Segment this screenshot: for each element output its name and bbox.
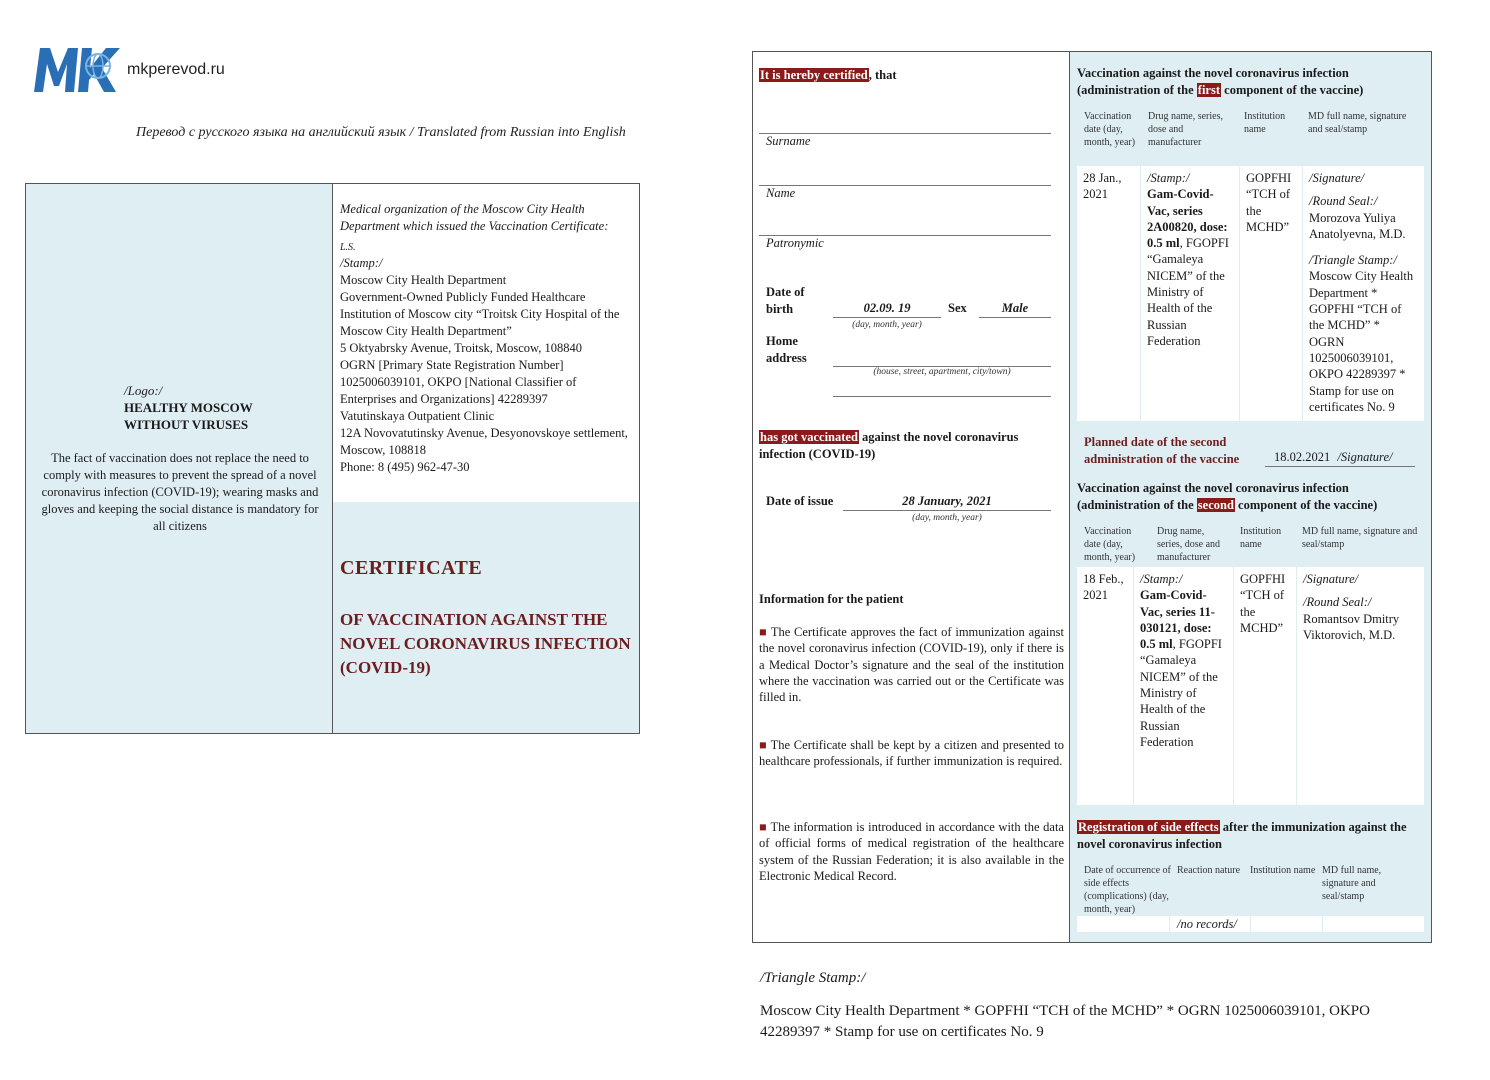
col-md: MD full name, signature and seal/stamp [1308,111,1407,135]
patronymic-label: Patronymic [766,236,824,250]
issue-date-label: Date of issue [766,494,834,508]
dob-line [833,317,941,318]
home-address-label: Home address [766,334,807,365]
sex-line [979,317,1051,318]
issuer-line: 5 Oktyabrsky Avenue, Troitsk, Moscow, 108840 [340,341,583,355]
issuer-line: Moscow City Health Department [340,273,507,287]
certified-heading: It is hereby certified, that [760,68,897,82]
bullet-icon: ■ [759,625,768,639]
issue-date-value: 28 January, 2021 [902,494,992,508]
col-drug-name: Drug name, series, dose and manufacturer [1157,526,1221,563]
second-dose-md: /Signature/ /Round Seal:/ Romantsov Dmitry Viktorovich, M.D. [1297,567,1424,805]
bullet-icon: ■ [759,820,768,834]
sex-value: Male [1001,301,1029,315]
col-institution: Institution name [1240,526,1282,550]
certificate-inner-spread [752,51,1432,943]
issuer-line: Phone: 8 (495) 962-47-30 [340,460,470,474]
first-dose-date: 28 Jan., 2021 [1077,166,1140,421]
logo-label: /Logo:/ [124,383,163,398]
second-dose-drug: /Stamp:/ Gam-Covid-Vac, series 11-030121, dose: 0.5 ml, FGOPFI “Gamaleya NICEM” of the Ministry of Health of the Russian Federation [1134,567,1233,805]
side-effects-heading: Registration of side effects after the immunization against the novel coronavirus infection [1077,820,1407,851]
patient-info-bullet: ■ The Certificate approves the fact of immunization against the novel coronavirus infection (COVID-19), only if there is a Medical Doctor’s signature and the seal of the institution where the vaccination was carried out or the Certificate was filled in. [759,625,1064,705]
no-records-cell: /no records/ [1170,916,1250,932]
address-line-2 [833,396,1051,397]
side-effect-cell [1323,916,1424,932]
second-dose-institution: GOPFHI “TCH of the MCHD” [1234,567,1296,805]
issuer-heading: Medical organization of the Moscow City Health Department which issued the Vaccination Certificate: [340,202,609,233]
vaccinated-highlight: has got vaccinated [760,430,858,444]
logo-line-1: HEALTHY MOSCOW [124,400,253,415]
cover-logo-block [124,382,253,433]
first-dose-drug: /Stamp:/ Gam-Covid-Vac, series 2A00820, dose: 0.5 ml, FGOPFI “Gamaleya NICEM” of the Ministry of Health of the Russian Federation [1141,166,1239,421]
side-effect-cell [1077,916,1169,932]
issuer-and-title-panel [333,184,639,733]
name-label: Name [766,186,796,200]
col-md: MD full name, signature and seal/stamp [1322,865,1382,902]
company-logo [32,40,232,100]
cover-panel [26,184,333,733]
personal-data-page [753,52,1070,942]
col-md: MD full name, signature and seal/stamp [1302,526,1418,550]
col-reaction-nature: Reaction nature [1177,865,1241,876]
issue-date-line [843,510,1051,511]
col-drug-name: Drug name, series, dose and manufacturer [1148,111,1223,148]
col-institution: Institution name [1244,111,1286,135]
issuer-line: OGRN [Primary State Registration Number] 1025006039101, OKPO [National Classifier of Enterprises and Organizations] 42289397 [340,358,577,406]
certificate-cover-spread [25,183,640,734]
col-vaccination-date: Vaccination date (day, month, year) [1084,111,1136,148]
issuer-line: Government-Owned Publicly Funded Healthcare Institution of Moscow city “Troitsk City Hospital of the Moscow City Health Department” [340,290,620,338]
certificate-subtitle: OF VACCINATION AGAINST THE NOVEL CORONAVIRUS INFECTION (COVID-19) [340,610,631,677]
sex-label: Sex [948,301,967,315]
first-dose-institution: GOPFHI “TCH of the MCHD” [1240,166,1302,421]
patient-info-heading: Information for the patient [759,592,904,606]
bullet-icon: ■ [759,738,768,752]
stamp-label: /Stamp:/ [340,256,383,270]
dob-hint: (day, month, year) [852,320,922,330]
second-dose-heading: Vaccination against the novel coronavirus infection (administration of the second component of the vaccine) [1077,481,1378,512]
dob-value: 02.09. 19 [863,301,911,315]
certificate-title: CERTIFICATE [340,557,483,579]
second-dose-date: 18 Feb., 2021 [1077,567,1133,805]
logo-brand-text: mkperevod.ru [127,61,225,78]
certificate-title-block [333,502,639,733]
side-effect-cell [1251,916,1322,932]
issuer-line: 12A Novovatutinsky Avenue, Desyonovskoye settlement, Moscow, 108818 [340,426,628,457]
mk-logo-icon [32,40,127,100]
ls-label: L.S. [340,242,356,253]
issuer-line: Vatutinskaya Outpatient Clinic [340,409,495,423]
address-hint: (house, street, apartment, city/town) [873,367,1011,377]
vaccination-records-page [1070,52,1431,942]
issue-date-hint: (day, month, year) [912,513,982,523]
dob-label: Date of birth [766,285,805,316]
certified-highlight: It is hereby certified [760,68,868,82]
planned-date-line [1265,466,1415,467]
patient-info-bullet: ■ The Certificate shall be kept by a citizen and presented to healthcare professionals, if further immunization is required. [759,738,1064,769]
footer-stamp-label: /Triangle Stamp:/ [760,970,866,986]
col-occurrence-date: Date of occurrence of side effects (complications) (day, month, year) [1084,865,1171,915]
patient-info-bullet: ■ The information is introduced in accordance with the data of official forms of medical registration of the healthcare system of the Russian Federation; it is also available in the Electronic Medical Record. [759,820,1064,883]
footer-stamp-text: Moscow City Health Department * GOPFHI “TCH of the MCHD” * OGRN 1025006039101, OKPO 42289397 * Stamp for use on certificates No. 9 [760,1003,1370,1040]
surname-label: Surname [766,134,811,148]
name-line [759,185,1051,186]
col-vaccination-date: Vaccination date (day, month, year) [1084,526,1136,563]
issuer-block [333,184,639,502]
logo-line-2: WITHOUT VIRUSES [124,417,249,432]
translation-note: Перевод с русского языка на английский язык / Translated from Russian into English [136,125,626,140]
col-institution: Institution name [1250,865,1316,876]
planned-date-value: 18.02.2021 /Signature/ [1274,450,1393,464]
first-dose-heading: Vaccination against the novel coronavirus infection (administration of the first component of the vaccine) [1077,66,1364,97]
first-dose-md: /Signature/ /Round Seal:/ Morozova Yuliya Anatolyevna, M.D. /Triangle Stamp:/ Moscow City Health Department * GOPFHI “TCH of the MCHD” * OGRN 1025006039101, OKPO 42289397 * Stamp for use on certificates No. 9 [1303,166,1424,421]
planned-date-label: Planned date of the second administration of the vaccine [1084,435,1240,466]
vaccinated-statement: has got vaccinated against the novel coronavirus infection (COVID-19) [759,430,1019,461]
cover-note: The fact of vaccination does not replace the need to comply with measures to prevent the spread of a novel coronavirus infection (COVID-19); wearing masks and gloves and keeping the social distance is mandatory for all citizens [41,451,319,533]
